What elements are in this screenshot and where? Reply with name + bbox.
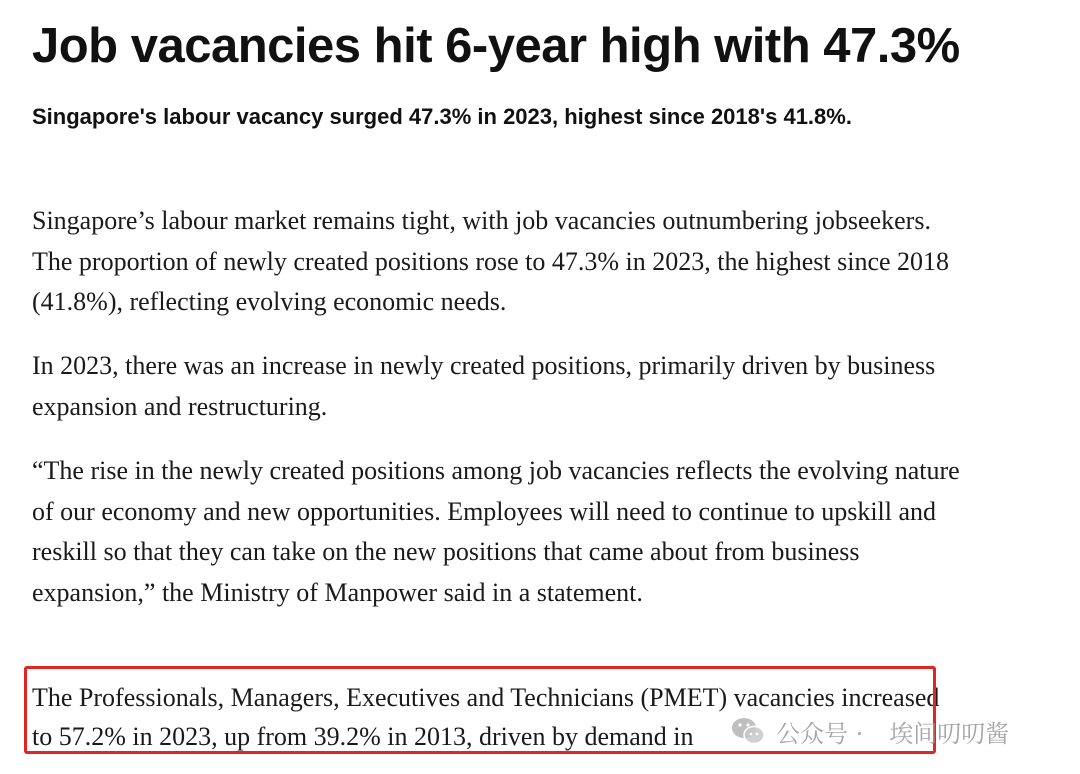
paragraph-3: “The rise in the newly created positions among job vacancies reflects the evolving nature of our economy and new opportunities. Employees will need to continue to upskill and reskill so that they can take on the new positions that came about from business expansion,” the Ministry of Manpower said in a statement. <box>32 456 960 607</box>
watermark <box>728 706 1009 756</box>
paragraph-2: In 2023, there was an increase in newly created positions, primarily driven by business expansion and restructuring. <box>32 351 936 421</box>
watermark-account: 埃间叨叨酱 <box>889 719 1010 748</box>
subheadline: Singapore's labour vacancy surged 47.3% in 2023, highest since 2018's 41.8%. <box>32 104 852 129</box>
wechat-icon <box>728 711 768 751</box>
headline: Job vacancies hit 6-year high with 47.3% <box>32 19 960 73</box>
watermark-label: 公众号 · <box>776 719 864 748</box>
paragraph-4-highlighted: The Professionals, Managers, Executives and Technicians (PMET) vacancies increased to 57.2% in 2023, up from 39.2% in 2013, driven by demand in <box>32 683 940 751</box>
paragraph-1: Singapore’s labour market remains tight, with job vacancies outnumbering jobseekers. The proportion of newly created positions rose to 47.3% in 2023, the highest since 2018 (41.8%), reflecting evolving economic needs. <box>32 206 950 316</box>
